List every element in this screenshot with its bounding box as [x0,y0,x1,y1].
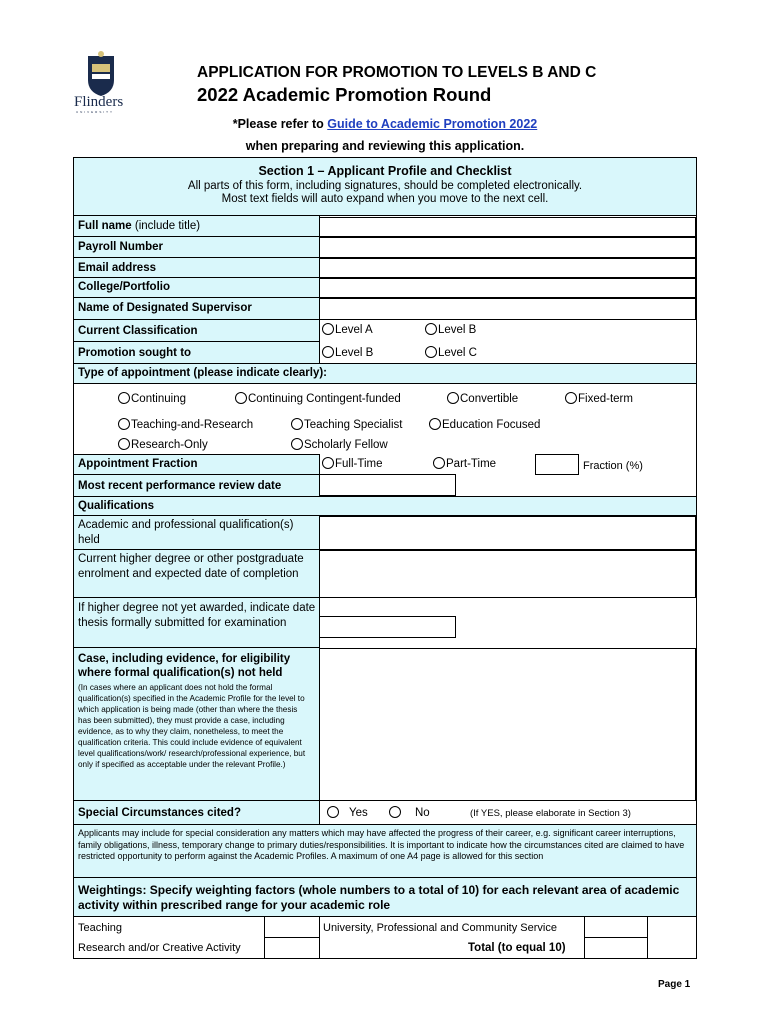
section1-header [73,157,697,216]
refer-prefix: *Please refer to [232,117,328,131]
total-weight-label: Total (to equal 10) [468,942,566,954]
research-weight-input[interactable] [264,937,320,959]
teaching-research-label: Teaching-and-Research [131,419,254,431]
full-time-option[interactable] [322,457,383,470]
case-input[interactable] [319,648,696,801]
research-weight-label: Research and/or Creative Activity [78,942,241,954]
weights-mid-divider [319,916,320,959]
section1-line1: All parts of this form, including signatures, should be completed electronically. [187,180,583,192]
fraction-label-cell [73,454,320,475]
payroll-label-cell [73,236,320,258]
service-weight-input[interactable] [584,916,648,938]
full-name-label: Full name [78,220,132,232]
part-time-option[interactable] [433,457,496,470]
service-weight-label: University, Professional and Community Service [323,922,557,934]
teaching-research-radio[interactable] [118,418,130,430]
promotion-label: Promotion sought to [78,347,192,359]
promo-level-c-radio[interactable] [425,346,437,358]
contingent-radio[interactable] [235,392,247,404]
research-only-label: Research-Only [131,439,208,451]
contingent-label: Continuing Contingent-funded [248,393,401,405]
promo-level-c-option[interactable] [425,346,477,359]
appointment-type-header [73,363,697,384]
section1-title: Section 1 – Applicant Profile and Checklist [258,164,512,178]
fraction-pct-label: Fraction (%) [583,460,643,472]
college-input[interactable] [319,278,696,298]
case-heading: Case, including evidence, for eligibility where formal qualification(s) not held [78,653,291,679]
promo-level-c-label: Level C [438,347,477,359]
supervisor-input[interactable] [319,298,696,320]
level-b-option[interactable] [425,323,476,336]
payroll-label: Payroll Number [78,241,163,253]
promotion-label-cell [73,341,320,364]
form-title: APPLICATION FOR PROMOTION TO LEVELS B AND C [197,64,597,81]
research-only-option[interactable] [118,438,208,451]
weightings-header [73,877,697,917]
total-weight-input[interactable] [584,937,648,959]
full-name-label-cell [73,215,320,237]
special-yes-label: Yes [349,807,368,819]
continuing-label: Continuing [131,393,186,405]
level-a-label: Level A [335,324,373,336]
review-label: Most recent performance review date [78,480,282,492]
college-label-cell [73,277,320,298]
convertible-option[interactable] [447,392,518,405]
scholarly-fellow-option[interactable] [291,438,388,451]
special-note: Applicants may include for special consideration any matters which may have affected the progress of their career, e.g. significant career interruptions, family obligations, illness, temporary change to primary duties/responsibilities. It is important to indicate how the circumstances cited are claimed to have restricted opportunity to perform against the Academic Profiles. A maximum of one A4 page is allowed for this section [78,828,685,861]
level-a-option[interactable] [322,323,373,336]
email-input[interactable] [319,258,696,278]
fixed-term-radio[interactable] [565,392,577,404]
education-focused-option[interactable] [429,418,540,431]
current-class-label-cell [73,319,320,342]
research-only-radio[interactable] [118,438,130,450]
review-label-cell [73,474,320,497]
convertible-label: Convertible [460,393,519,405]
thesis-label-cell [73,597,320,648]
special-yes-option[interactable] [327,806,368,819]
education-focused-radio[interactable] [429,418,441,430]
held-label: Academic and professional qualification(s) held [78,519,294,546]
level-a-radio[interactable] [322,323,334,335]
special-yes-radio[interactable] [327,806,339,818]
case-note: (In cases where an applicant does not hold the formal qualification(s) specified in the Academic Profile for the level to which application is being made (other than where the thesis has been submitted), they must provide a case, including evidence, as to why they claim, nonetheless, to meet the qualification criteria. This could include evidence of equivalent level qualifications/work/ research/professional experience, but only if specified as acceptable under the relevant Profile.) [78,683,306,769]
special-no-radio[interactable] [389,806,401,818]
promo-level-b-radio[interactable] [322,346,334,358]
fixed-term-option[interactable] [565,392,633,405]
college-label: College/Portfolio [78,281,170,293]
promo-level-b-label: Level B [335,347,374,359]
appointment-type-label: Type of appointment (please indicate clearly): [78,367,328,379]
full-time-radio[interactable] [322,457,334,469]
form-subtitle: 2022 Academic Promotion Round [197,84,492,105]
part-time-label: Part-Time [446,458,497,470]
page-number: Page 1 [658,979,691,990]
review-date-input[interactable] [319,474,456,496]
level-b-radio[interactable] [425,323,437,335]
email-label: Email address [78,262,156,274]
thesis-date-input[interactable] [319,616,456,638]
scholarly-fellow-radio[interactable] [291,438,303,450]
special-no-label: No [415,807,430,819]
thesis-label: If higher degree not yet awarded, indicate date thesis formally submitted for examination [78,602,316,629]
promo-level-b-option[interactable] [322,346,373,359]
fixed-term-label: Fixed-term [578,393,633,405]
refer-line [0,117,770,131]
email-label-cell [73,257,320,278]
weightings-heading: Weightings: Specify weighting factors (whole numbers to a total of 10) for each relevant area of academic activity within prescribed range for your academic role [78,883,680,912]
logo-subtext: UNIVERSITY [76,110,115,114]
special-label-cell [73,800,320,825]
scholarly-fellow-label: Scholarly Fellow [304,439,388,451]
teaching-specialist-radio[interactable] [291,418,303,430]
teaching-weight-input[interactable] [264,916,320,938]
teaching-specialist-label: Teaching Specialist [304,419,403,431]
payroll-input[interactable] [319,237,696,258]
fraction-label: Appointment Fraction [78,458,198,470]
full-time-label: Full-Time [335,458,383,470]
continuing-radio[interactable] [118,392,130,404]
supervisor-label-cell [73,297,320,320]
special-label: Special Circumstances cited? [78,807,241,819]
logo-text: Flinders [74,94,124,110]
held-label-cell [73,515,320,550]
held-input[interactable] [319,516,696,550]
guide-link[interactable]: Guide to Academic Promotion 2022 [327,117,538,131]
teaching-research-option[interactable] [118,418,253,431]
current-class-label: Current Classification [78,325,198,337]
section1-line2: Most text fields will auto expand when you move to the next cell. [221,193,549,205]
part-time-radio[interactable] [433,457,445,469]
full-name-input[interactable] [319,217,696,237]
level-b-label: Level B [438,324,477,336]
full-name-note: (include title) [131,220,201,232]
qualifications-label: Qualifications [78,500,155,512]
fraction-input[interactable] [535,454,579,475]
current-degree-label: Current higher degree or other postgraduate enrolment and expected date of completion [78,553,304,580]
education-focused-label: Education Focused [442,419,541,431]
refer-line-2: when preparing and reviewing this application. [245,139,525,153]
contingent-option[interactable] [235,392,401,405]
teaching-specialist-option[interactable] [291,418,402,431]
special-no-option[interactable] [389,806,430,819]
teaching-weight-label: Teaching [78,922,123,934]
qualifications-header [73,496,697,516]
special-note-cell [73,824,697,878]
continuing-option[interactable] [118,392,186,405]
current-degree-input[interactable] [319,550,696,598]
case-label-cell [73,647,320,801]
supervisor-label: Name of Designated Supervisor [78,302,252,314]
current-degree-label-cell [73,549,320,598]
convertible-radio[interactable] [447,392,459,404]
special-hint: (If YES, please elaborate in Section 3) [470,808,631,819]
